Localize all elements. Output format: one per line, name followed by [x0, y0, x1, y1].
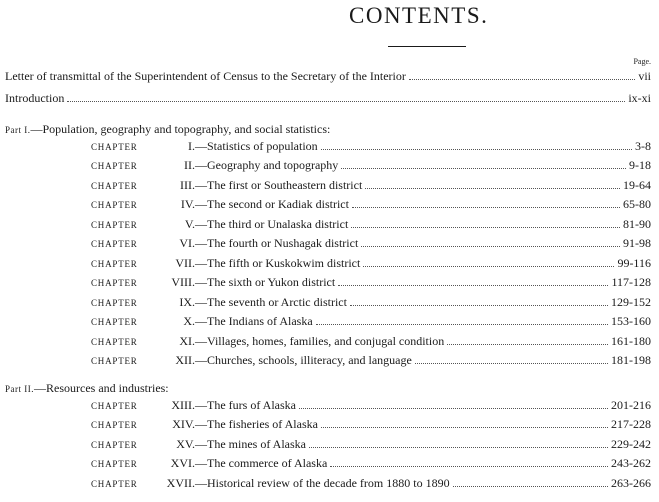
- page-column-heading: Page.: [633, 57, 651, 66]
- chapter-entry: [91, 256, 651, 270]
- chapter-title: —Geography and topography: [195, 158, 339, 172]
- page-range: 243-262: [611, 456, 651, 470]
- chapter-number: VIII.: [171, 275, 195, 289]
- page-range: 181-198: [611, 353, 651, 367]
- page-range: 153-160: [611, 314, 651, 328]
- part-title: —Resources and industries:: [34, 381, 169, 395]
- entry-label: [91, 275, 335, 290]
- chapter-word: CHAPTER: [91, 459, 138, 469]
- chapter-word: CHAPTER: [91, 479, 138, 489]
- chapter-title: —Villages, homes, families, and conjugal condition: [195, 334, 445, 348]
- front-matter-entry: [5, 91, 651, 105]
- page-range: 3-8: [635, 139, 651, 153]
- chapter-title: —Statistics of population: [195, 139, 318, 153]
- chapter-title: —Churches, schools, illiteracy, and language: [195, 353, 412, 367]
- dot-leader: [415, 363, 608, 364]
- page-range: vii: [638, 69, 651, 83]
- dot-leader: [67, 101, 625, 102]
- page-range: ix-xi: [628, 91, 651, 105]
- chapter-number: V.: [184, 217, 195, 231]
- chapter-entry: [91, 314, 651, 328]
- entry-label: [91, 417, 318, 432]
- chapter-number: X.: [183, 314, 195, 328]
- chapter-title: —Historical review of the decade from 1880 to 1890: [195, 476, 450, 490]
- dot-leader: [363, 266, 614, 267]
- chapter-word: CHAPTER: [91, 298, 138, 308]
- page-range: 201-216: [611, 398, 651, 412]
- chapter-word: CHAPTER: [91, 401, 138, 411]
- chapter-entry: [91, 139, 651, 153]
- chapter-number: VI.: [179, 236, 195, 250]
- part-heading: [5, 381, 169, 396]
- entry-label: [91, 334, 444, 349]
- dot-leader: [409, 79, 635, 80]
- entry-label: [91, 314, 313, 329]
- chapter-number: XIII.: [171, 398, 195, 412]
- page-title: CONTENTS.: [349, 3, 489, 28]
- dot-leader: [350, 305, 608, 306]
- dot-leader: [352, 207, 620, 208]
- chapter-number: XVI.: [170, 456, 195, 470]
- chapter-number: IX.: [179, 295, 195, 309]
- chapter-word: CHAPTER: [91, 220, 138, 230]
- page-range: 229-242: [611, 437, 651, 451]
- chapter-title: —The commerce of Alaska: [195, 456, 328, 470]
- entry-label: [91, 456, 327, 471]
- chapter-title: —The second or Kadiak district: [195, 197, 349, 211]
- chapter-number: XI.: [179, 334, 195, 348]
- chapter-word: CHAPTER: [91, 317, 138, 327]
- chapter-title: —The fourth or Nushagak district: [195, 236, 359, 250]
- dot-leader: [309, 447, 608, 448]
- chapter-entry: [91, 437, 651, 451]
- chapter-entry: [91, 217, 651, 231]
- entry-label: [91, 476, 450, 491]
- dot-leader: [453, 486, 608, 487]
- page-range: 65-80: [623, 197, 651, 211]
- chapter-title: —The Indians of Alaska: [195, 314, 313, 328]
- page-range: 161-180: [611, 334, 651, 348]
- chapter-entry: [91, 236, 651, 250]
- chapter-entry: [91, 178, 651, 192]
- chapter-entry: [91, 476, 651, 490]
- chapter-title: —The furs of Alaska: [195, 398, 296, 412]
- entry-label: [91, 353, 412, 368]
- dot-leader: [447, 344, 608, 345]
- entry-label: [91, 398, 296, 413]
- page-range: 129-152: [611, 295, 651, 309]
- entry-label: [5, 69, 406, 83]
- entry-title: Letter of transmittal of the Superintendent of Census to the Secretary of the Interior: [5, 69, 406, 83]
- chapter-word: CHAPTER: [91, 239, 138, 249]
- chapter-word: CHAPTER: [91, 356, 138, 366]
- page-range: 263-266: [611, 476, 651, 490]
- dot-leader: [330, 466, 608, 467]
- entry-label: [5, 91, 64, 105]
- dot-leader: [365, 188, 620, 189]
- chapter-word: CHAPTER: [91, 259, 138, 269]
- page-range: 9-18: [629, 158, 651, 172]
- chapter-number: III.: [180, 178, 195, 192]
- chapter-number: IV.: [180, 197, 195, 211]
- entry-label: [91, 236, 358, 251]
- chapter-entry: [91, 197, 651, 211]
- part-heading: [5, 122, 330, 137]
- entry-label: [91, 437, 306, 452]
- dot-leader: [361, 246, 620, 247]
- chapter-number: XIV.: [172, 417, 195, 431]
- chapter-number: I.: [188, 139, 195, 153]
- chapter-word: CHAPTER: [91, 181, 138, 191]
- chapter-word: CHAPTER: [91, 200, 138, 210]
- chapter-number: VII.: [175, 256, 195, 270]
- entry-label: [91, 217, 348, 232]
- entry-label: [91, 158, 338, 173]
- page-range: 19-64: [623, 178, 651, 192]
- chapter-title: —The sixth or Yukon district: [195, 275, 336, 289]
- chapter-entry: [91, 158, 651, 172]
- chapter-entry: [91, 334, 651, 348]
- front-matter-entry: [5, 69, 651, 83]
- chapter-title: —The seventh or Arctic district: [195, 295, 347, 309]
- dot-leader: [341, 168, 626, 169]
- entry-label: [91, 197, 349, 212]
- page-range: 217-228: [611, 417, 651, 431]
- page-range: 81-90: [623, 217, 651, 231]
- dot-leader: [299, 408, 608, 409]
- chapter-entry: [91, 275, 651, 289]
- entry-title: Introduction: [5, 91, 65, 105]
- page-range: 99-116: [617, 256, 651, 270]
- chapter-word: CHAPTER: [91, 420, 138, 430]
- entry-label: [91, 295, 347, 310]
- chapter-word: CHAPTER: [91, 161, 138, 171]
- chapter-number: II.: [184, 158, 195, 172]
- chapter-number: XII.: [175, 353, 195, 367]
- part-label: Part II.: [5, 384, 34, 394]
- chapter-title: —The mines of Alaska: [195, 437, 306, 451]
- chapter-title: —The third or Unalaska district: [195, 217, 349, 231]
- chapter-title: —The fifth or Kuskokwim district: [195, 256, 361, 270]
- dot-leader: [316, 324, 608, 325]
- chapter-word: CHAPTER: [91, 278, 138, 288]
- part-label: Part I.: [5, 125, 31, 135]
- part-title: —Population, geography and topography, and social statistics:: [30, 122, 331, 136]
- chapter-title: —The fisheries of Alaska: [195, 417, 318, 431]
- entry-label: [91, 139, 318, 154]
- chapter-word: CHAPTER: [91, 440, 138, 450]
- chapter-word: CHAPTER: [91, 142, 138, 152]
- chapter-entry: [91, 295, 651, 309]
- chapter-word: CHAPTER: [91, 337, 138, 347]
- dot-leader: [321, 427, 608, 428]
- page-range: 117-128: [611, 275, 651, 289]
- chapter-title: —The first or Southeastern district: [195, 178, 363, 192]
- dot-leader: [321, 149, 632, 150]
- chapter-entry: [91, 398, 651, 412]
- chapter-entry: [91, 417, 651, 431]
- page-range: 91-98: [623, 236, 651, 250]
- chapter-number: XV.: [176, 437, 195, 451]
- entry-label: [91, 178, 362, 193]
- chapter-entry: [91, 353, 651, 367]
- dot-leader: [351, 227, 620, 228]
- title-rule: [388, 46, 466, 47]
- chapter-number: XVII.: [166, 476, 195, 490]
- dot-leader: [338, 285, 608, 286]
- chapter-entry: [91, 456, 651, 470]
- entry-label: [91, 256, 360, 271]
